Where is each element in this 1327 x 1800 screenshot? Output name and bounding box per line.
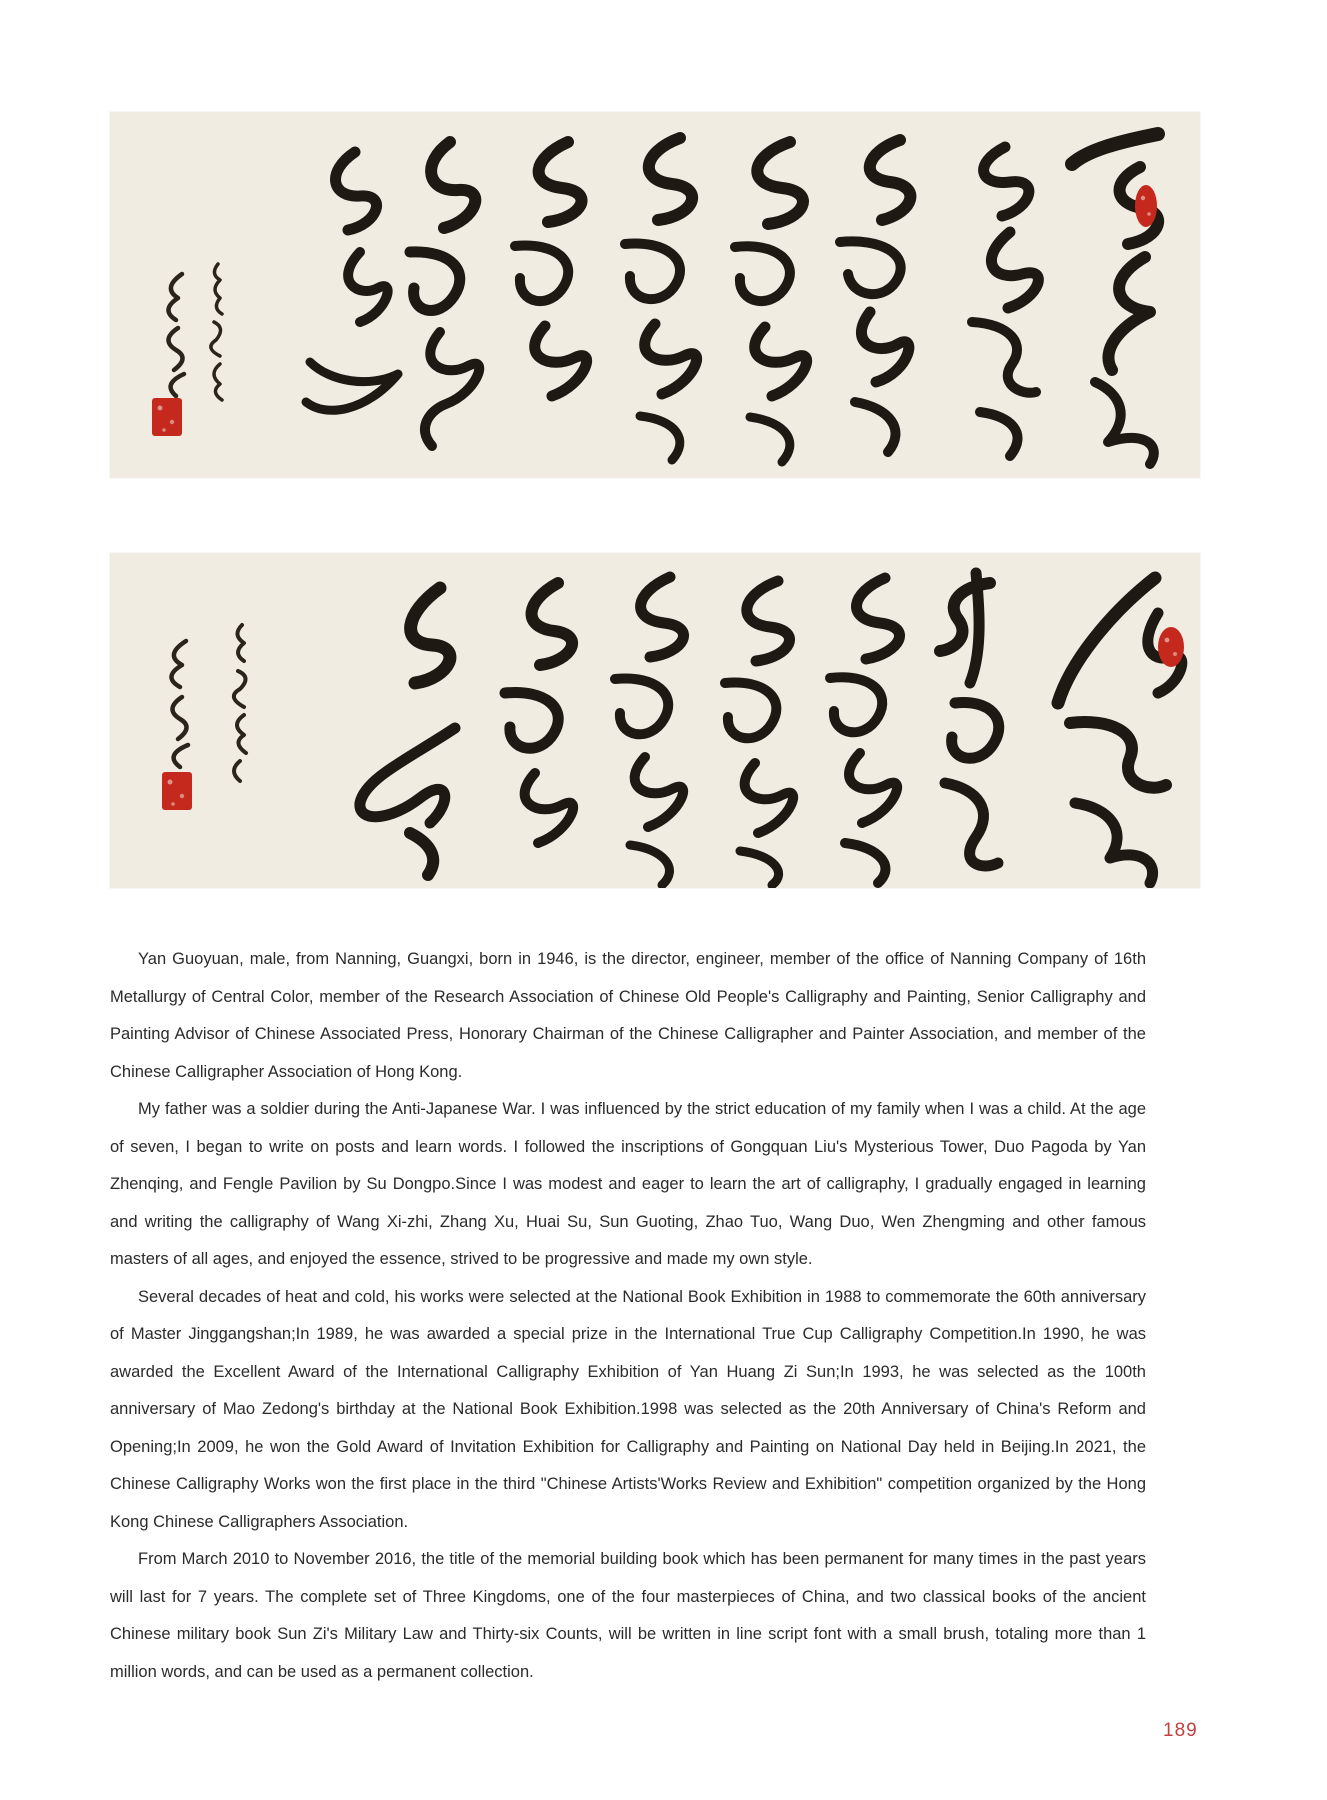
artist-seal-stamp-1 xyxy=(1135,185,1157,227)
calligraphy-canvas-1 xyxy=(110,112,1200,478)
signature-seal-stamp-1 xyxy=(152,398,182,436)
brush-strokes-1 xyxy=(306,134,1158,464)
page-number: 189 xyxy=(1163,1720,1198,1741)
signature-column-2 xyxy=(171,625,246,781)
artist-seal-stamp-2 xyxy=(1158,627,1184,667)
brush-strokes-2 xyxy=(360,573,1182,885)
bio-paragraph-1: Yan Guoyuan, male, from Nanning, Guangxi, born in 1946, is the director, engineer, member of the office of Nanning Company of 16th Metallurgy of Central Color, member of the Research Association of Chinese Old People's Calligraphy and Painting, Senior Calligraphy and Painting Advisor of Chinese Associated Press, Honorary Chairman of the Chinese Calligrapher and Painter Association, and member of the Chinese Calligrapher Association of Hong Kong. xyxy=(110,950,1146,1081)
signature-column-1 xyxy=(168,264,222,400)
bio-paragraph-3: Several decades of heat and cold, his works were selected at the National Book Exhibition in 1988 to commemorate the 60th anniversary of Master Jinggangshan;In 1989, he was awarded a special prize in the International True Cup Calligraphy Competition.In 1990, he was awarded the Excellent Award of the International Calligraphy Exhibition of Yan Huang Zi Sun;In 1993, he was selected as the 100th anniversary of Mao Zedong's birthday at the National Book Exhibition.1998 was selected as the 20th Anniversary of China's Reform and Opening;In 2009, he won the Gold Award of Invitation Exhibition for Calligraphy and Painting on National Day held in Beijing.In 2021, the Chinese Calligraphy Works won the first place in the third "Chinese Artists'Works Review and Exhibition" competition organized by the Hong Kong Chinese Calligraphers Association. xyxy=(110,1287,1146,1531)
calligraphy-artwork-1 xyxy=(110,112,1200,478)
calligraphy-artwork-2 xyxy=(110,553,1200,888)
calligraphy-canvas-2 xyxy=(110,553,1200,888)
bio-paragraph-2: My father was a soldier during the Anti-Japanese War. I was influenced by the strict education of my family when I was a child. At the age of seven, I began to write on posts and learn words. I followed the inscriptions of Gongquan Liu's Mysterious Tower, Duo Pagoda by Yan Zhenqing, and Fengle Pavilion by Su Dongpo.Since I was modest and eager to learn the art of calligraphy, I gradually engaged in learning and writing the calligraphy of Wang Xi-zhi, Zhang Xu, Huai Su, Sun Guoting, Zhao Tuo, Wang Duo, Wen Zhengming and other famous masters of all ages, and enjoyed the essence, strived to be progressive and made my own style. xyxy=(110,1100,1146,1268)
bio-paragraph-4: From March 2010 to November 2016, the title of the memorial building book which has been permanent for many times in the past years will last for 7 years. The complete set of Three Kingdoms, one of the four masterpieces of China, and two classical books of the ancient Chinese military book Sun Zi's Military Law and Thirty-six Counts, will be written in line script font with a small brush, totaling more than 1 million words, and can be used as a permanent collection. xyxy=(110,1550,1146,1681)
signature-seal-stamp-2 xyxy=(162,772,192,810)
biography-text xyxy=(110,941,1146,1691)
